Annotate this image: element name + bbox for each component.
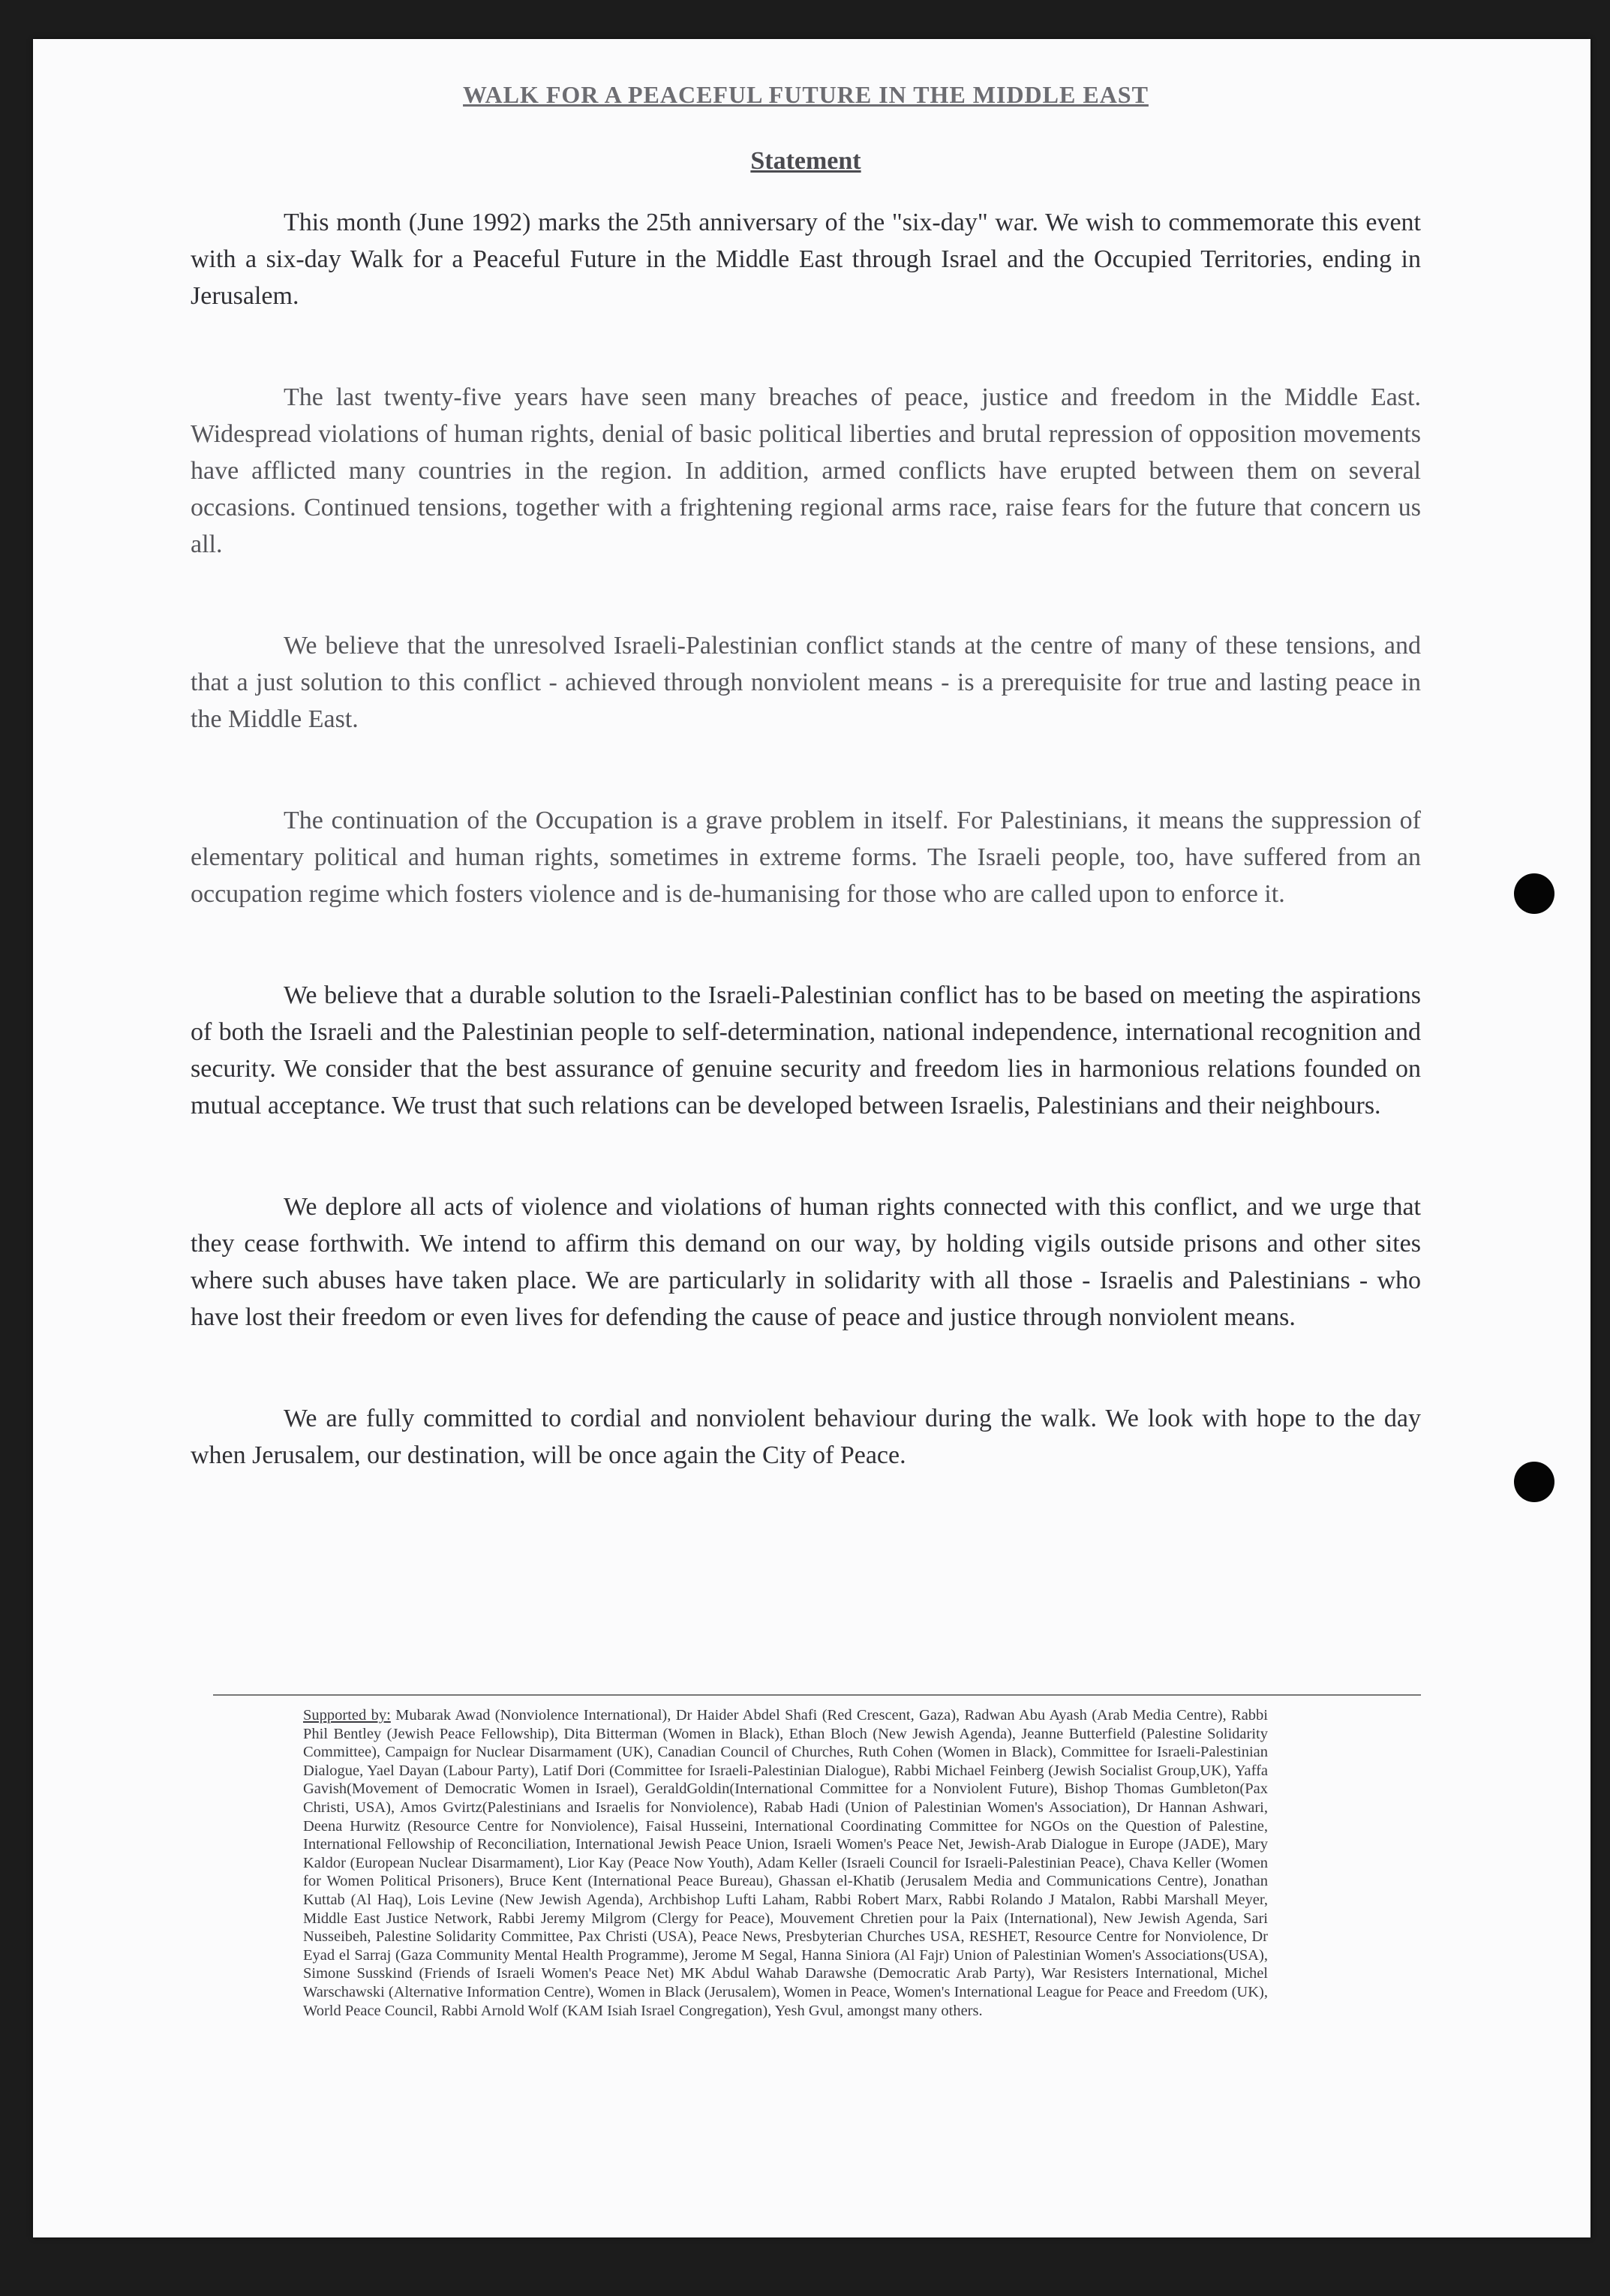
divider-line (213, 1694, 1421, 1696)
supporters-text: Mubarak Awad (Nonviolence International), Dr Haider Abdel Shafi (Red Crescent, Gaza), Radwan Abu Ayash (Arab Media Centre), Rabbi Phil Bentley (Jewish Peace Fellowship), Dita Bitterman (Women in Black), Ethan Bloch (New Jewish Agenda), Jeanne Butterfield (Palestine Solidarity Committee), Campaign for Nuclear Disarmament (UK), Canadian Council of Churches, Ruth Cohen (Women in Black), Committee for Israeli-Palestinian Dialogue, Yael Dayan (Labour Party), Latif Dori (Committee for Israeli-Palestinian Dialogue), Rabbi Michael Feinberg (Jewish Socialist Group,UK), Yaffa Gavish(Movement of Democratic Women in Israel), GeraldGoldin(International Committee for a Nonviolent Future), Bishop Thomas Gumbleton(Pax Christi, USA), Amos Gvirtz(Palestinians and Israelis for Nonviolence), Rabab Hadi (Union of Palestinian Women's Association), Dr Hannan Ashwari, Deena Hurwitz (Resource Centre for Nonviolence), Faisal Husseini, International Coordinating Committee for NGOs on the Question of Palestine, International Fellowship of Reconciliation, International Jewish Peace Union, Israeli Women's Peace Net, Jewish-Arab Dialogue in Europe (JADE), Mary Kaldor (European Nuclear Disarmament), Lior Kay (Peace Now Youth), Adam Keller (Israeli Council for Israeli-Palestinian Peace), Chava Keller (Women for Women Political Prisoners), Bruce Kent (International Peace Bureau), Ghassan el-Khatib (Jerusalem Media and Communications Centre), Jonathan Kuttab (Al Haq), Lois Levine (New Jewish Agenda), Archbishop Lufti Laham, Rabbi Robert Marx, Rabbi Rolando J Matalon, Rabbi Marshall Meyer, Middle East Justice Network, Rabbi Jeremy Milgrom (Clergy for Peace), Mouvement Chretien pour la Paix (International), New Jewish Agenda, Sari Nusseibeh, Palestine Solidarity Committee, Pax Christi (USA), Peace News, Presbyterian Churches USA, RESHET, Resource Centre for Nonviolence, Dr Eyad el Sarraj (Gaza Community Mental Health Programme), Jerome M Segal, Hanna Siniora (Al Fajr) Union of Palestinian Women's Associations(USA), Simone Susskind (Friends of Israeli Women's Peace Net) MK Abdul Wahab Darawshe (Democratic Arab Party), War Resisters International, Michel Warschawski (Alternative Information Centre), Women in Black (Jerusalem), Women in Peace, Women's International League for Peace and Freedom (UK), World Peace Council, Rabbi Arnold Wolf (KAM Isiah Israel Congregation), Yesh Gvul, amongst many others. (303, 1707, 1268, 2019)
document-title: WALK FOR A PEACEFUL FUTURE IN THE MIDDLE EAST (463, 81, 1149, 108)
paragraph-2: The last twenty-five years have seen many breaches of peace, justice and freedom in the Middle East. Widespread violations of human rights, denial of basic political liberties and brutal repression of opposition movements have afflicted many countries in the region. In addition, armed conflicts have erupted between them on several occasions. Continued tensions, together with a frightening regional arms race, raise fears for the future that concern us all. (191, 383, 1421, 558)
paragraph-6: We deplore all acts of violence and violations of human rights connected with this conflict, and we urge that they cease forthwith. We intend to affirm this demand on our way, by holding vigils outside prisons and other sites where such abuses have taken place. We are particularly in solidarity with all those - Israelis and Palestinians - who have lost their freedom or even lives for defending the cause of peace and justice through nonviolent means. (191, 1193, 1421, 1331)
statement-heading: Statement (750, 147, 861, 175)
document-page (33, 39, 1590, 2237)
paragraph-5: We believe that a durable solution to the Israeli-Palestinian conflict has to be based on meeting the aspirations of both the Israeli and the Palestinian people to self-determination, national independence, international recognition and security. We consider that the best assurance of genuine security and freedom lies in harmonious relations founded on mutual acceptance. We trust that such relations can be developed between Israelis, Palestinians and their neighbours. (191, 981, 1421, 1119)
paragraph-4: The continuation of the Occupation is a grave problem in itself. For Palestinians, it means the suppression of elementary political and human rights, sometimes in extreme forms. The Israeli people, too, have suffered from an occupation regime which fosters violence and is de-humanising for those who are called upon to enforce it. (191, 807, 1421, 908)
paragraph-7: We are fully committed to cordial and nonviolent behaviour during the walk. We look with hope to the day when Jerusalem, our destination, will be once again the City of Peace. (191, 1405, 1421, 1469)
paragraph-3: We believe that the unresolved Israeli-Palestinian conflict stands at the centre of many of these tensions, and that a just solution to this conflict - achieved through nonviolent means - is a prerequisite for true and lasting peace in the Middle East. (191, 632, 1421, 733)
punch-hole-lower (1514, 1462, 1554, 1502)
punch-hole-upper (1514, 873, 1554, 914)
statement-body (191, 81, 1421, 1538)
supporters-list (303, 1706, 1268, 2020)
supporters-label: Supported by: (303, 1707, 391, 1724)
paragraph-1: This month (June 1992) marks the 25th anniversary of the "six-day" war. We wish to commemorate this event with a six-day Walk for a Peaceful Future in the Middle East through Israel and the Occupied Territories, ending in Jerusalem. (191, 209, 1421, 310)
